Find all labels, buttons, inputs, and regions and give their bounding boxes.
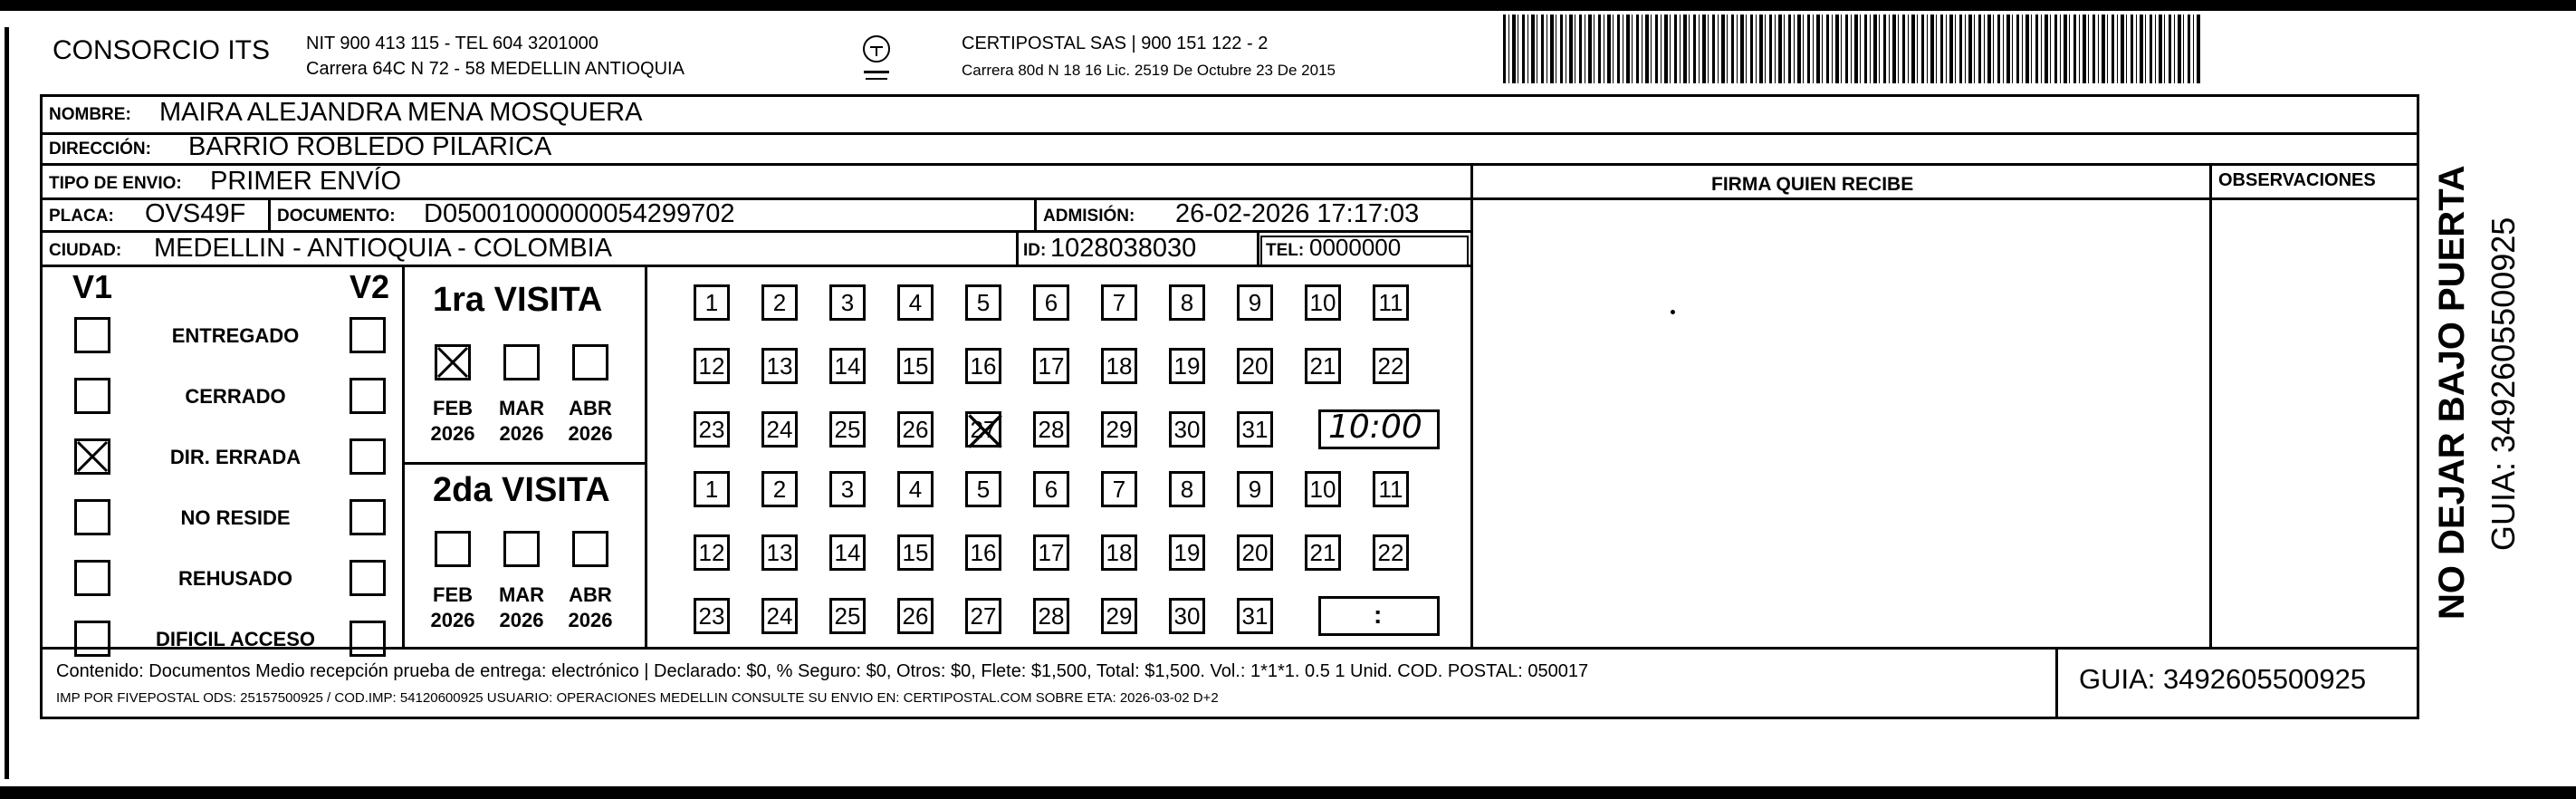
v2-checkbox-4[interactable] xyxy=(350,560,386,596)
status-label-2: DIR. ERRADA xyxy=(169,446,302,468)
side-warning: NO DEJAR BAJO PUERTA xyxy=(2432,165,2472,620)
side-guia: GUIA: 3492605500925 xyxy=(2485,217,2522,551)
visit1-year-label: 2026 xyxy=(568,422,613,445)
status-label-4: REHUSADO xyxy=(178,567,292,590)
left-border xyxy=(5,27,9,779)
carrier-address: Carrera 80d N 18 16 Lic. 2519 De Octubre 23 De 2015 xyxy=(962,62,1336,79)
visit1-day-9[interactable]: 9 xyxy=(1237,284,1273,321)
placa-label: PLACA: xyxy=(49,207,114,226)
visit2-day-19[interactable]: 19 xyxy=(1169,534,1205,571)
visit2-day-15[interactable]: 15 xyxy=(897,534,934,571)
firma-header: FIRMA QUIEN RECIBE xyxy=(1711,174,1914,195)
visit1-day-13[interactable]: 13 xyxy=(761,348,798,384)
visit1-day-14[interactable]: 14 xyxy=(829,348,866,384)
id-label: ID: xyxy=(1023,241,1047,260)
second-time-separator: : xyxy=(1374,601,1383,629)
visit2-month-label: ABR xyxy=(569,583,612,606)
nombre-value: MAIRA ALEJANDRA MENA MOSQUERA xyxy=(159,98,643,127)
visit2-day-5[interactable]: 5 xyxy=(965,471,1001,507)
visit2-month-label: MAR xyxy=(498,583,545,606)
tipo-label: TIPO DE ENVIO: xyxy=(49,174,182,193)
carrier-name: CERTIPOSTAL SAS | 900 151 122 - 2 xyxy=(962,34,1269,53)
visit1-day-23[interactable]: 23 xyxy=(694,411,730,448)
visit2-day-13[interactable]: 13 xyxy=(761,534,798,571)
first-time-handwriting: 10:00 xyxy=(1328,409,1422,446)
top-border xyxy=(0,0,2576,11)
ciudad-value: MEDELLIN - ANTIOQUIA - COLOMBIA xyxy=(154,234,612,263)
documento-label: DOCUMENTO: xyxy=(277,207,396,226)
visit2-day-12[interactable]: 12 xyxy=(694,534,730,571)
second-time-box[interactable] xyxy=(1318,596,1440,636)
visit2-year-label: 2026 xyxy=(430,609,475,631)
visit1-day-26[interactable]: 26 xyxy=(897,411,934,448)
v1-checkbox-3[interactable] xyxy=(74,499,110,535)
visit2-day-2[interactable]: 2 xyxy=(761,471,798,507)
id-value: 1028038030 xyxy=(1050,234,1197,263)
visit1-month-box-abr[interactable] xyxy=(572,344,608,380)
v1-checkbox-4[interactable] xyxy=(74,560,110,596)
visit2-month-box-mar[interactable] xyxy=(503,531,540,567)
visit1-day-3[interactable]: 3 xyxy=(829,284,866,321)
visit1-day-2[interactable]: 2 xyxy=(761,284,798,321)
visit1-day-15[interactable]: 15 xyxy=(897,348,934,384)
nombre-label: NOMBRE: xyxy=(49,105,131,124)
visit1-day-11[interactable]: 11 xyxy=(1373,284,1409,321)
visit2-day-4[interactable]: 4 xyxy=(897,471,934,507)
v2-checkbox-0[interactable] xyxy=(350,317,386,353)
v2-checkbox-3[interactable] xyxy=(350,499,386,535)
checkmark-x-icon xyxy=(965,411,1005,451)
bottom-border xyxy=(0,786,2576,799)
visit1-month-label: MAR xyxy=(498,397,545,419)
checkmark-x-icon xyxy=(74,438,110,475)
visit2-day-16[interactable]: 16 xyxy=(965,534,1001,571)
second-visit-title: 2da VISITA xyxy=(433,471,610,509)
visit1-year-label: 2026 xyxy=(499,422,544,445)
visit1-year-label: 2026 xyxy=(430,422,475,445)
tel-value: 0000000 xyxy=(1309,234,1402,261)
direccion-label: DIRECCIÓN: xyxy=(49,140,151,159)
visit2-day-26[interactable]: 26 xyxy=(897,598,934,634)
visit1-month-label: ABR xyxy=(569,397,612,419)
v2-checkbox-5[interactable] xyxy=(350,621,386,657)
first-visit-title: 1ra VISITA xyxy=(433,281,603,319)
visit2-day-8[interactable]: 8 xyxy=(1169,471,1205,507)
visit1-day-27[interactable]: 27 xyxy=(965,411,1001,448)
visit2-day-6[interactable]: 6 xyxy=(1033,471,1069,507)
visit1-day-29[interactable]: 29 xyxy=(1101,411,1137,448)
visit1-day-21[interactable]: 21 xyxy=(1305,348,1341,384)
company-address: Carrera 64C N 72 - 58 MEDELLIN ANTIOQUIA xyxy=(306,59,685,79)
certipostal-logo xyxy=(858,31,895,85)
visit2-day-14[interactable]: 14 xyxy=(829,534,866,571)
visit2-month-box-abr[interactable] xyxy=(572,531,608,567)
first-time-box[interactable] xyxy=(1318,409,1440,449)
visit1-day-7[interactable]: 7 xyxy=(1101,284,1137,321)
admision-value: 26-02-2026 17:17:03 xyxy=(1175,199,1420,228)
visit1-day-31[interactable]: 31 xyxy=(1237,411,1273,448)
ciudad-label: CIUDAD: xyxy=(49,241,122,260)
direccion-value: BARRIO ROBLEDO PILARICA xyxy=(188,132,552,161)
company-name: CONSORCIO ITS xyxy=(53,35,271,65)
visit1-day-10[interactable]: 10 xyxy=(1305,284,1341,321)
visit2-day-3[interactable]: 3 xyxy=(829,471,866,507)
v1-label: V1 xyxy=(72,268,113,305)
footer-guia: GUIA: 3492605500925 xyxy=(2079,663,2367,695)
v1-checkbox-5[interactable] xyxy=(74,621,110,657)
contenido-text: Contenido: Documentos Medio recepción prueba de entrega: electrónico | Declarado: $0, % Seguro: $0, Otros: $0, Flete: $1,500, Total: $1,500. Vol.: 1*1*1. 0.5 1 Unid. COD. POSTAL: 050017 xyxy=(56,661,1589,681)
checkmark-x-icon xyxy=(435,344,471,380)
visit1-day-5[interactable]: 5 xyxy=(965,284,1001,321)
visit1-day-1[interactable]: 1 xyxy=(694,284,730,321)
visit1-day-12[interactable]: 12 xyxy=(694,348,730,384)
visit2-month-label: FEB xyxy=(433,583,473,606)
visit1-month-box-feb[interactable] xyxy=(435,344,471,380)
visit1-day-16[interactable]: 16 xyxy=(965,348,1001,384)
visit2-day-24[interactable]: 24 xyxy=(761,598,798,634)
visit2-day-17[interactable]: 17 xyxy=(1033,534,1069,571)
tel-label: TEL: xyxy=(1266,241,1305,260)
v2-checkbox-2[interactable] xyxy=(350,438,386,475)
visit1-month-label: FEB xyxy=(433,397,473,419)
visit2-day-23[interactable]: 23 xyxy=(694,598,730,634)
visit2-day-11[interactable]: 11 xyxy=(1373,471,1409,507)
placa-value: OVS49F xyxy=(145,199,246,228)
visit1-day-24[interactable]: 24 xyxy=(761,411,798,448)
visit1-day-18[interactable]: 18 xyxy=(1101,348,1137,384)
visit2-day-7[interactable]: 7 xyxy=(1101,471,1137,507)
visit1-day-22[interactable]: 22 xyxy=(1373,348,1409,384)
visit2-day-1[interactable]: 1 xyxy=(694,471,730,507)
visit2-day-31[interactable]: 31 xyxy=(1237,598,1273,634)
visit2-day-20[interactable]: 20 xyxy=(1237,534,1273,571)
signature-mark xyxy=(1671,310,1675,314)
visit1-day-4[interactable]: 4 xyxy=(897,284,934,321)
status-label-0: ENTREGADO xyxy=(171,324,300,347)
visit1-day-8[interactable]: 8 xyxy=(1169,284,1205,321)
visit1-day-30[interactable]: 30 xyxy=(1169,411,1205,448)
visit2-day-27[interactable]: 27 xyxy=(965,598,1001,634)
visit2-day-10[interactable]: 10 xyxy=(1305,471,1341,507)
visit1-day-20[interactable]: 20 xyxy=(1237,348,1273,384)
visit2-day-29[interactable]: 29 xyxy=(1101,598,1137,634)
observaciones-header: OBSERVACIONES xyxy=(2218,170,2376,190)
visit2-day-30[interactable]: 30 xyxy=(1169,598,1205,634)
v2-label: V2 xyxy=(350,268,390,305)
visit1-day-17[interactable]: 17 xyxy=(1033,348,1069,384)
visit2-day-25[interactable]: 25 xyxy=(829,598,866,634)
imp-text: IMP POR FIVEPOSTAL ODS: 25157500925 / COD.IMP: 54120600925 USUARIO: OPERACIONES MEDELLIN CONSULTE SU ENVIO EN: CERTIPOSTAL.COM SOBRE ETA: 2026-03-02 D+2 xyxy=(56,690,1219,706)
status-label-3: NO RESIDE xyxy=(180,506,291,529)
status-label-5: DIFICIL ACCESO xyxy=(155,628,315,650)
v1-checkbox-0[interactable] xyxy=(74,317,110,353)
visit2-day-22[interactable]: 22 xyxy=(1373,534,1409,571)
company-nit: NIT 900 413 115 - TEL 604 3201000 xyxy=(306,34,599,53)
documento-value: D05001000000054299702 xyxy=(424,199,735,228)
visit2-month-box-feb[interactable] xyxy=(435,531,471,567)
status-label-1: CERRADO xyxy=(185,385,286,408)
visit2-day-21[interactable]: 21 xyxy=(1305,534,1341,571)
visit2-day-9[interactable]: 9 xyxy=(1237,471,1273,507)
barcode xyxy=(1503,14,2200,83)
visit2-year-label: 2026 xyxy=(568,609,613,631)
v1-checkbox-1[interactable] xyxy=(74,378,110,414)
visit2-year-label: 2026 xyxy=(499,609,544,631)
visit1-day-28[interactable]: 28 xyxy=(1033,411,1069,448)
v2-checkbox-1[interactable] xyxy=(350,378,386,414)
admision-label: ADMISIÓN: xyxy=(1043,207,1135,226)
tipo-value: PRIMER ENVÍO xyxy=(210,167,402,196)
visit1-day-6[interactable]: 6 xyxy=(1033,284,1069,321)
v1-checkbox-2[interactable] xyxy=(74,438,110,475)
visit1-month-box-mar[interactable] xyxy=(503,344,540,380)
visit1-day-25[interactable]: 25 xyxy=(829,411,866,448)
visit1-day-19[interactable]: 19 xyxy=(1169,348,1205,384)
visit2-day-18[interactable]: 18 xyxy=(1101,534,1137,571)
visit2-day-28[interactable]: 28 xyxy=(1033,598,1069,634)
